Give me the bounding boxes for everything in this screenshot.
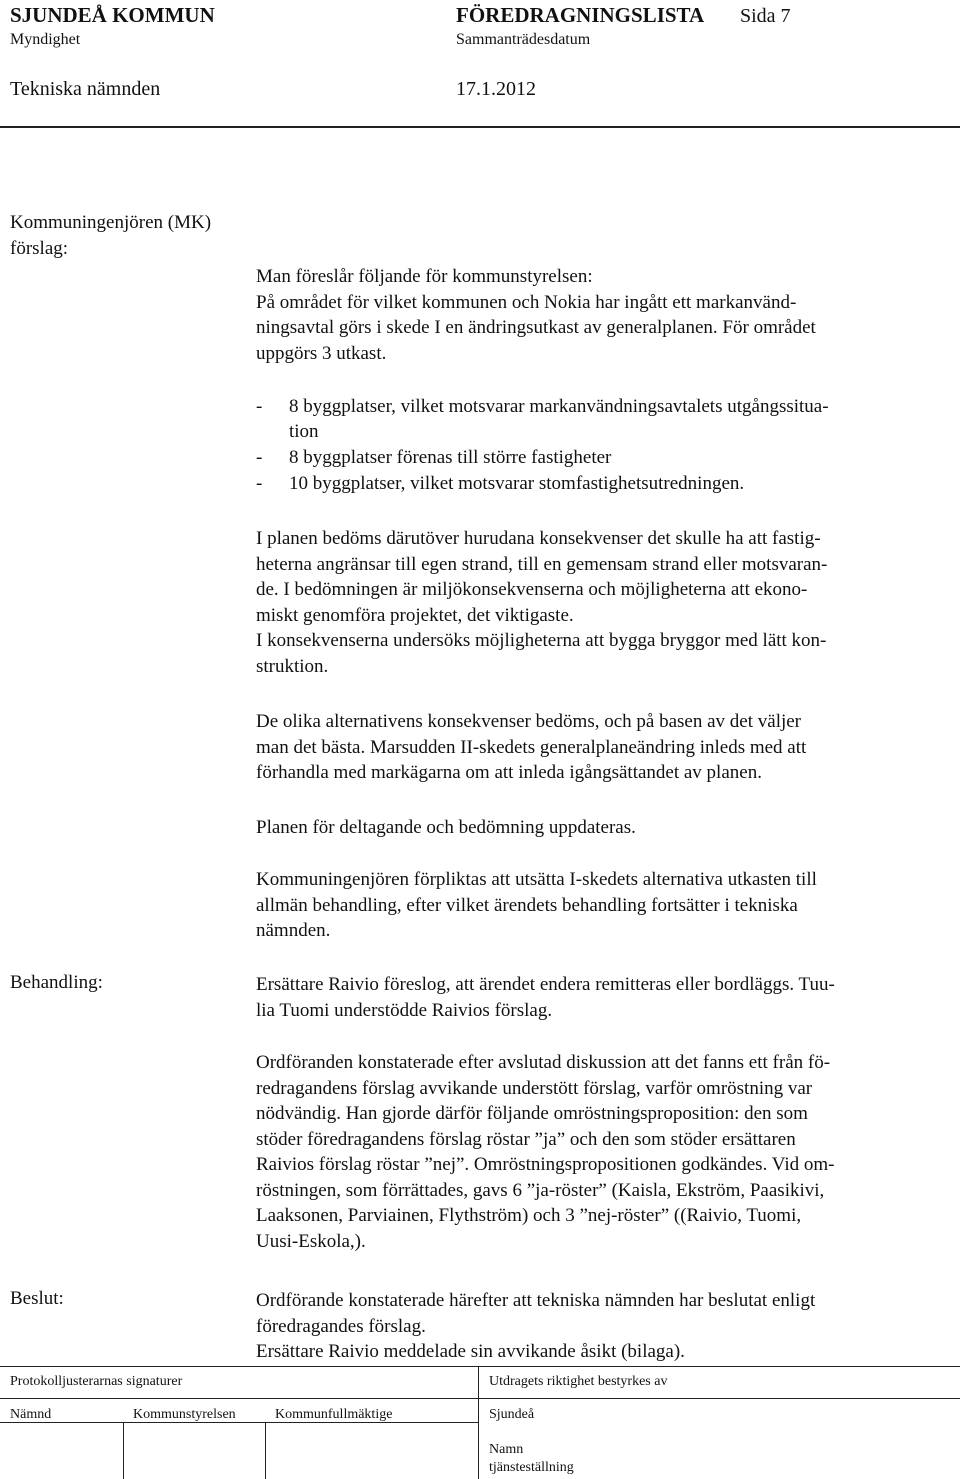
extract-label: Utdragets riktighet bestyrkes av [489, 1374, 668, 1389]
list-text: 10 byggplatser, vilket motsvarar stomfastighetsutredningen. [289, 473, 745, 494]
footer-row-divider [0, 1398, 960, 1399]
text-line: lia Tuomi understödde Raivios förslag. [256, 999, 553, 1021]
name-label: Namn [489, 1442, 524, 1457]
text-line: föredragandes förslag. [256, 1315, 426, 1337]
behandling-label: Behandling: [10, 972, 103, 993]
text-line: Ersättare Raivio föreslog, att ärendet endera remitteras eller bordläggs. Tuu- [256, 974, 835, 995]
behandling-paragraph-2 [256, 1050, 936, 1254]
text-line: Planen för deltagande och bedömning uppdateras. [256, 817, 636, 838]
text-line: nödvändig. Han gjorde därför följande omröstningsproposition: den som [256, 1103, 808, 1124]
municipality-name: SJUNDEÅ KOMMUN [10, 3, 215, 27]
text-line: Ordförande konstaterade härefter att tekniska nämnden har beslutat enligt [256, 1290, 816, 1311]
meeting-date: 17.1.2012 [456, 78, 536, 100]
text-line: nämnden. [256, 920, 331, 941]
text-line: På området för vilket kommunen och Nokia har ingått ett markanvänd- [256, 291, 797, 313]
beslut-label: Beslut: [10, 1288, 64, 1309]
text-line: struktion. [256, 655, 329, 677]
text-line: förhandla med markägarna om att inleda igångsättandet av planen. [256, 762, 762, 783]
column-namnd: Nämnd [10, 1407, 52, 1422]
text-line: de. I bedömningen är miljökonsekvenserna och möjligheterna att ekono- [256, 579, 808, 600]
meeting-date-label: Sammanträdesdatum [456, 31, 591, 48]
text-line: miskt genomföra projektet, det viktigaste. [256, 604, 574, 626]
text-line: Kommuningenjören förpliktas att utsätta I-skedets alternativa utkasten till [256, 869, 817, 890]
text-line: Man föreslår följande för kommunstyrelsen: [256, 266, 593, 287]
footer-cell-divider [123, 1422, 124, 1479]
text-line: I planen bedöms därutöver hurudana konsekvenser det skulle ha att fastig- [256, 528, 821, 549]
header-rule [0, 126, 960, 128]
text-line: Laaksonen, Parviainen, Flythström) och 3 ”nej-röster” ((Raivio, Tuomi, [256, 1205, 802, 1226]
list-dash: - [256, 447, 263, 468]
page-number: Sida 7 [740, 5, 791, 27]
footer-signature-table [0, 1366, 960, 1479]
authority-label: Myndighet [10, 31, 81, 48]
list-text: 8 byggplatser, vilket motsvarar markanvändningsavtalets utgångssitua- [289, 396, 829, 417]
proposal-paragraph-4 [256, 815, 936, 841]
text-line: De olika alternativens konsekvenser bedöms, och på basen av det väljer [256, 711, 802, 732]
proposal-label-line2: förslag: [10, 238, 69, 259]
list-text: tion [289, 421, 319, 442]
text-line: stöder föredragandens förslag röstar ”ja” och den som stöder ersättaren [256, 1128, 796, 1150]
column-kommunfullmaktige: Kommunfullmäktige [275, 1407, 393, 1422]
text-line: röstningen, som förrättades, gavs 6 ”ja-röster” (Kaisla, Ekström, Paasikivi, [256, 1179, 825, 1201]
text-line: Ersättare Raivio meddelade sin avvikande åsikt (bilaga). [256, 1341, 685, 1362]
text-line: man det bästa. Marsudden II-skedets generalplaneändring inleds med att [256, 736, 807, 758]
place-label: Sjundeå [489, 1407, 535, 1422]
list-dash: - [256, 396, 263, 417]
text-line: uppgörs 3 utkast. [256, 342, 387, 364]
text-line: Ordföranden konstaterade efter avslutad diskussion att det fanns ett från fö- [256, 1052, 831, 1073]
proposal-paragraph-5 [256, 867, 936, 944]
authority-name: Tekniska nämnden [10, 78, 161, 100]
signatures-label: Protokolljusterarnas signaturer [10, 1374, 183, 1389]
proposal-paragraph-3 [256, 709, 936, 786]
text-line: allmän behandling, efter vilket ärendets behandling fortsätter i tekniska [256, 894, 798, 916]
behandling-paragraph-1 [256, 972, 936, 1023]
footer-cell-divider [265, 1422, 266, 1479]
beslut-paragraph [256, 1288, 936, 1365]
list-dash: - [256, 473, 263, 494]
footer-column-divider [478, 1367, 479, 1479]
text-line: Raivios förslag röstar ”nej”. Omröstningspropositionen godkändes. Vid om- [256, 1154, 835, 1175]
list-text: 8 byggplatser förenas till större fastigheter [289, 447, 612, 468]
column-kommunstyrelsen: Kommunstyrelsen [133, 1407, 236, 1422]
proposal-intro [256, 264, 936, 366]
document-title: FÖREDRAGNINGSLISTA [456, 3, 705, 27]
text-line: redragandens förslag avvikande understött förslag, varför omröstning var [256, 1077, 813, 1099]
text-line: I konsekvenserna undersöks möjligheterna att bygga bryggor med lätt kon- [256, 630, 827, 651]
position-label: tjänsteställning [489, 1460, 574, 1475]
text-line: heterna angränsar till egen strand, till en gemensam strand eller motsvaran- [256, 553, 828, 575]
proposal-paragraph-2 [256, 526, 936, 679]
text-line: ningsavtal görs i skede I en ändringsutkast av generalplanen. För området [256, 317, 816, 338]
footer-row-divider [0, 1422, 478, 1423]
text-line: Uusi-Eskola,). [256, 1230, 366, 1252]
proposal-label-line1: Kommuningenjören (MK) [10, 212, 212, 233]
